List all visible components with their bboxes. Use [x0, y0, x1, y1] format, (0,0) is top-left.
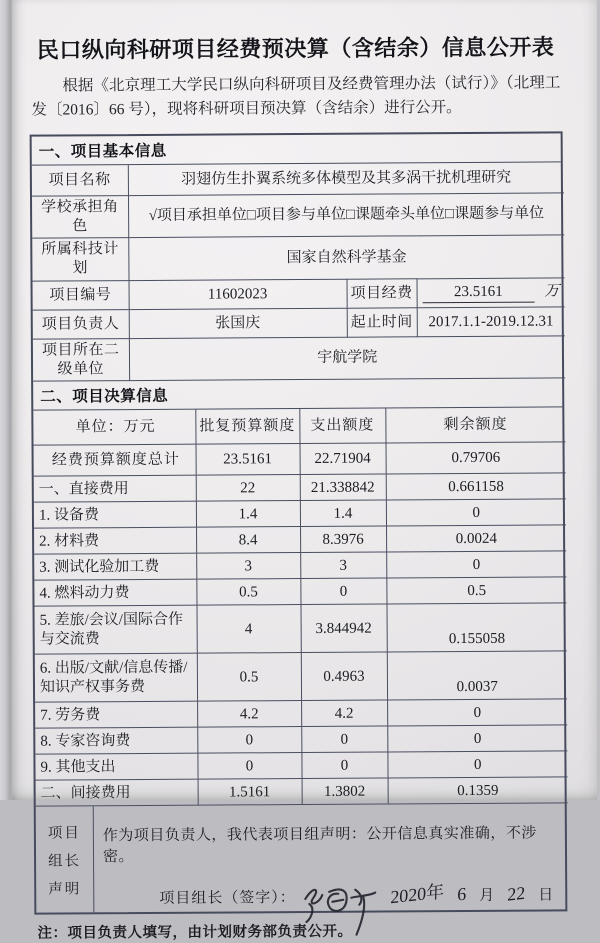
- spent-column-header: 支出额度: [299, 409, 385, 444]
- plan-label: 所属科技计划: [32, 238, 128, 281]
- table-row: [33, 336, 565, 382]
- date-day-unit: 日: [538, 887, 554, 905]
- approved-column-header: 批复预算额度: [195, 410, 299, 445]
- table-row: [32, 162, 564, 196]
- signature-handwriting: [298, 877, 384, 938]
- budget-header-row: [33, 408, 565, 446]
- declaration-statement: 作为项目负责人，我代表项目组声明：公开信息真实准确，不涉密。: [102, 826, 537, 866]
- budget-row: 2. 材料费 8.4 8.3976 0.0024: [34, 525, 566, 554]
- signature-date: [390, 880, 557, 907]
- role-label: 学校承担角色: [32, 196, 128, 239]
- budget-row: 3. 测试化验加工费 3 3 0: [34, 551, 566, 580]
- budget-row: 经费预算额度总计 23.5161 22.71904 0.79706: [34, 442, 566, 476]
- signature-row: [103, 876, 557, 909]
- period-value: 2017.1.1-2019.12.31: [417, 307, 565, 337]
- budget-row: 二、间接费用 1.5161 1.3802 0.1359: [36, 777, 568, 806]
- dept-value: 宇航学院: [129, 336, 565, 381]
- declaration-body: [94, 804, 566, 913]
- unit-column-header: 单位：万元: [33, 410, 195, 445]
- budget-row: 6. 出版/文献/信息传播/知识产权事务费 0.5 0.4963 0.0037: [35, 651, 567, 702]
- paper-document: [12, 0, 597, 943]
- budget-row: 7. 劳务费 4.2 4.2 0: [35, 699, 567, 728]
- fund-cell: [417, 278, 565, 308]
- project-code-value: 11602023: [129, 279, 347, 309]
- fund-value: 23.5161: [422, 283, 534, 303]
- date-year: 2020年: [390, 881, 445, 908]
- sign-label: 项目组长（签字）：: [159, 890, 296, 908]
- period-label: 起止时间: [347, 308, 417, 337]
- intro-paragraph: 根据《北京理工大学民口纵向科研项目及经费管理办法（试行）》（北理工发〔2016〕66 号），现将科研项目预决算（含结余）进行公开。: [31, 74, 561, 120]
- budget-row: 一、直接费用 22 21.338842 0.661158: [34, 473, 566, 502]
- date-month: 6: [456, 883, 467, 906]
- fund-unit: 万: [544, 283, 560, 300]
- leader-label: 项目负责人: [33, 310, 129, 340]
- table-row: [32, 235, 564, 281]
- remaining-column-header: 剩余额度: [385, 408, 565, 444]
- project-name-value: 羽翅仿生扑翼系统多体模型及其多涡干扰机理研究: [128, 162, 564, 195]
- plan-value: 国家自然科学基金: [128, 235, 564, 280]
- document-content: [10, 0, 600, 943]
- page-title: 民口纵向科研项目经费预决算（含结余）信息公开表: [36, 34, 555, 63]
- budget-row: 8. 专家咨询费 0 0 0: [35, 725, 567, 754]
- table-row: [32, 193, 564, 239]
- budget-row: 4. 燃料动力费 0.5 0 0.5: [34, 577, 566, 606]
- date-month-unit: 月: [479, 888, 495, 905]
- fund-label: 项目经费: [347, 279, 417, 308]
- table-row: [33, 307, 565, 339]
- role-checkbox-value: √项目承担单位□项目参与单位□课题牵头单位□课题参与单位: [128, 193, 564, 238]
- budget-row: 5. 差旅/会议/国际合作与交流费 4 3.844942 0.155058: [35, 603, 567, 654]
- declaration-block: [36, 804, 566, 913]
- dept-label: 项目所在二级单位: [33, 339, 129, 382]
- footnote: 注：项目负责人填写，由计划财务部负责公开。: [37, 924, 353, 943]
- leader-value: 张国庆: [129, 308, 347, 338]
- project-code-label: 项目编号: [33, 281, 129, 311]
- section1-header: 一、项目基本信息: [32, 133, 561, 165]
- table-row: [33, 278, 565, 310]
- section2-header: 二、项目决算信息: [33, 379, 562, 411]
- budget-row: 9. 其他支出 0 0 0: [35, 751, 567, 780]
- budget-row: 1. 设备费 1.4 1.4 0: [34, 499, 566, 528]
- main-table: [30, 131, 568, 915]
- date-day: 22: [507, 883, 526, 906]
- basic-info-table: [32, 162, 565, 382]
- budget-table: [33, 408, 567, 807]
- declaration-label: 项目 组长 声明: [36, 807, 95, 913]
- project-name-label: 项目名称: [32, 165, 128, 196]
